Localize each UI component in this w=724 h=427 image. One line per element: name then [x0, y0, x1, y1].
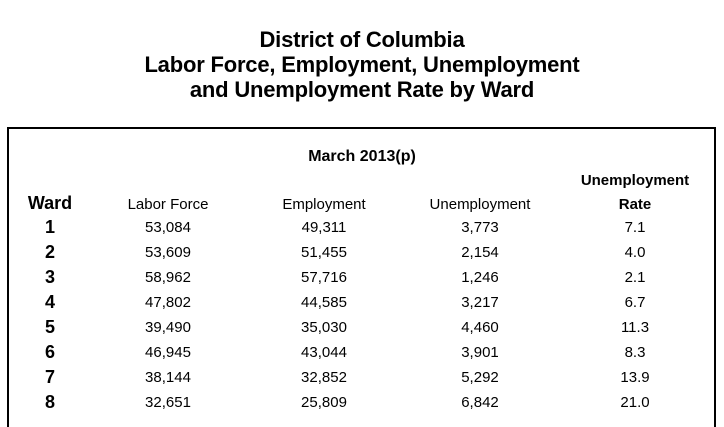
labor-force-cell: 39,490 — [145, 319, 191, 336]
unemployment-cell: 5,292 — [461, 369, 499, 386]
rate-cell: 7.1 — [624, 219, 646, 236]
title-line-2: Labor Force, Employment, Unemployment — [144, 52, 580, 77]
rate-cell: 8.3 — [624, 344, 646, 361]
column-header-ward: Ward — [27, 193, 73, 213]
labor-force-cell: 32,651 — [145, 394, 191, 411]
rate-cell: 2.1 — [624, 269, 646, 286]
employment-cell: 57,716 — [301, 269, 347, 286]
labor-force-cell: 53,084 — [145, 219, 191, 236]
rate-cell: 4.0 — [624, 244, 646, 261]
labor-force-cell: 53,609 — [145, 244, 191, 261]
column-header-rate-line1: Unemployment — [580, 172, 690, 189]
employment-cell: 35,030 — [301, 319, 347, 336]
employment-cell: 51,455 — [301, 244, 347, 261]
rate-cell: 6.7 — [624, 294, 646, 311]
unemployment-cell: 1,246 — [461, 269, 499, 286]
labor-force-cell: 58,962 — [145, 269, 191, 286]
ward-number-cell: 7 — [44, 367, 55, 387]
labor-force-cell: 47,802 — [145, 294, 191, 311]
ward-number-cell: 1 — [44, 217, 55, 237]
rate-cell: 21.0 — [620, 394, 650, 411]
employment-cell: 43,044 — [301, 344, 347, 361]
rate-cell: 11.3 — [620, 319, 650, 336]
ward-number-cell: 5 — [44, 317, 55, 337]
column-header-labor-force: Labor Force — [127, 196, 209, 213]
column-header-rate-line2: Rate — [618, 196, 652, 213]
employment-cell: 49,311 — [301, 219, 347, 236]
employment-cell: 25,809 — [301, 394, 347, 411]
labor-force-cell: 46,945 — [145, 344, 191, 361]
column-header-employment: Employment — [282, 196, 366, 213]
ward-number-cell: 4 — [44, 292, 55, 312]
unemployment-cell: 6,842 — [461, 394, 499, 411]
ward-number-cell: 2 — [44, 242, 55, 262]
ward-number-cell: 8 — [44, 392, 55, 412]
unemployment-cell: 3,773 — [461, 219, 499, 236]
title-line-3: and Unemployment Rate by Ward — [189, 77, 535, 102]
ward-number-cell: 3 — [44, 267, 55, 287]
labor-force-cell: 38,144 — [145, 369, 191, 386]
unemployment-cell: 4,460 — [461, 319, 499, 336]
document-title — [0, 27, 724, 102]
title-line-1: District of Columbia — [259, 27, 465, 52]
unemployment-cell: 3,217 — [461, 294, 499, 311]
employment-cell: 32,852 — [301, 369, 347, 386]
period-heading: March 2013(p) — [308, 148, 416, 165]
employment-cell: 44,585 — [301, 294, 347, 311]
unemployment-cell: 3,901 — [461, 344, 499, 361]
ward-number-cell: 6 — [44, 342, 55, 362]
column-header-unemployment: Unemployment — [429, 196, 531, 213]
rate-cell: 13.9 — [620, 369, 650, 386]
unemployment-cell: 2,154 — [461, 244, 499, 261]
